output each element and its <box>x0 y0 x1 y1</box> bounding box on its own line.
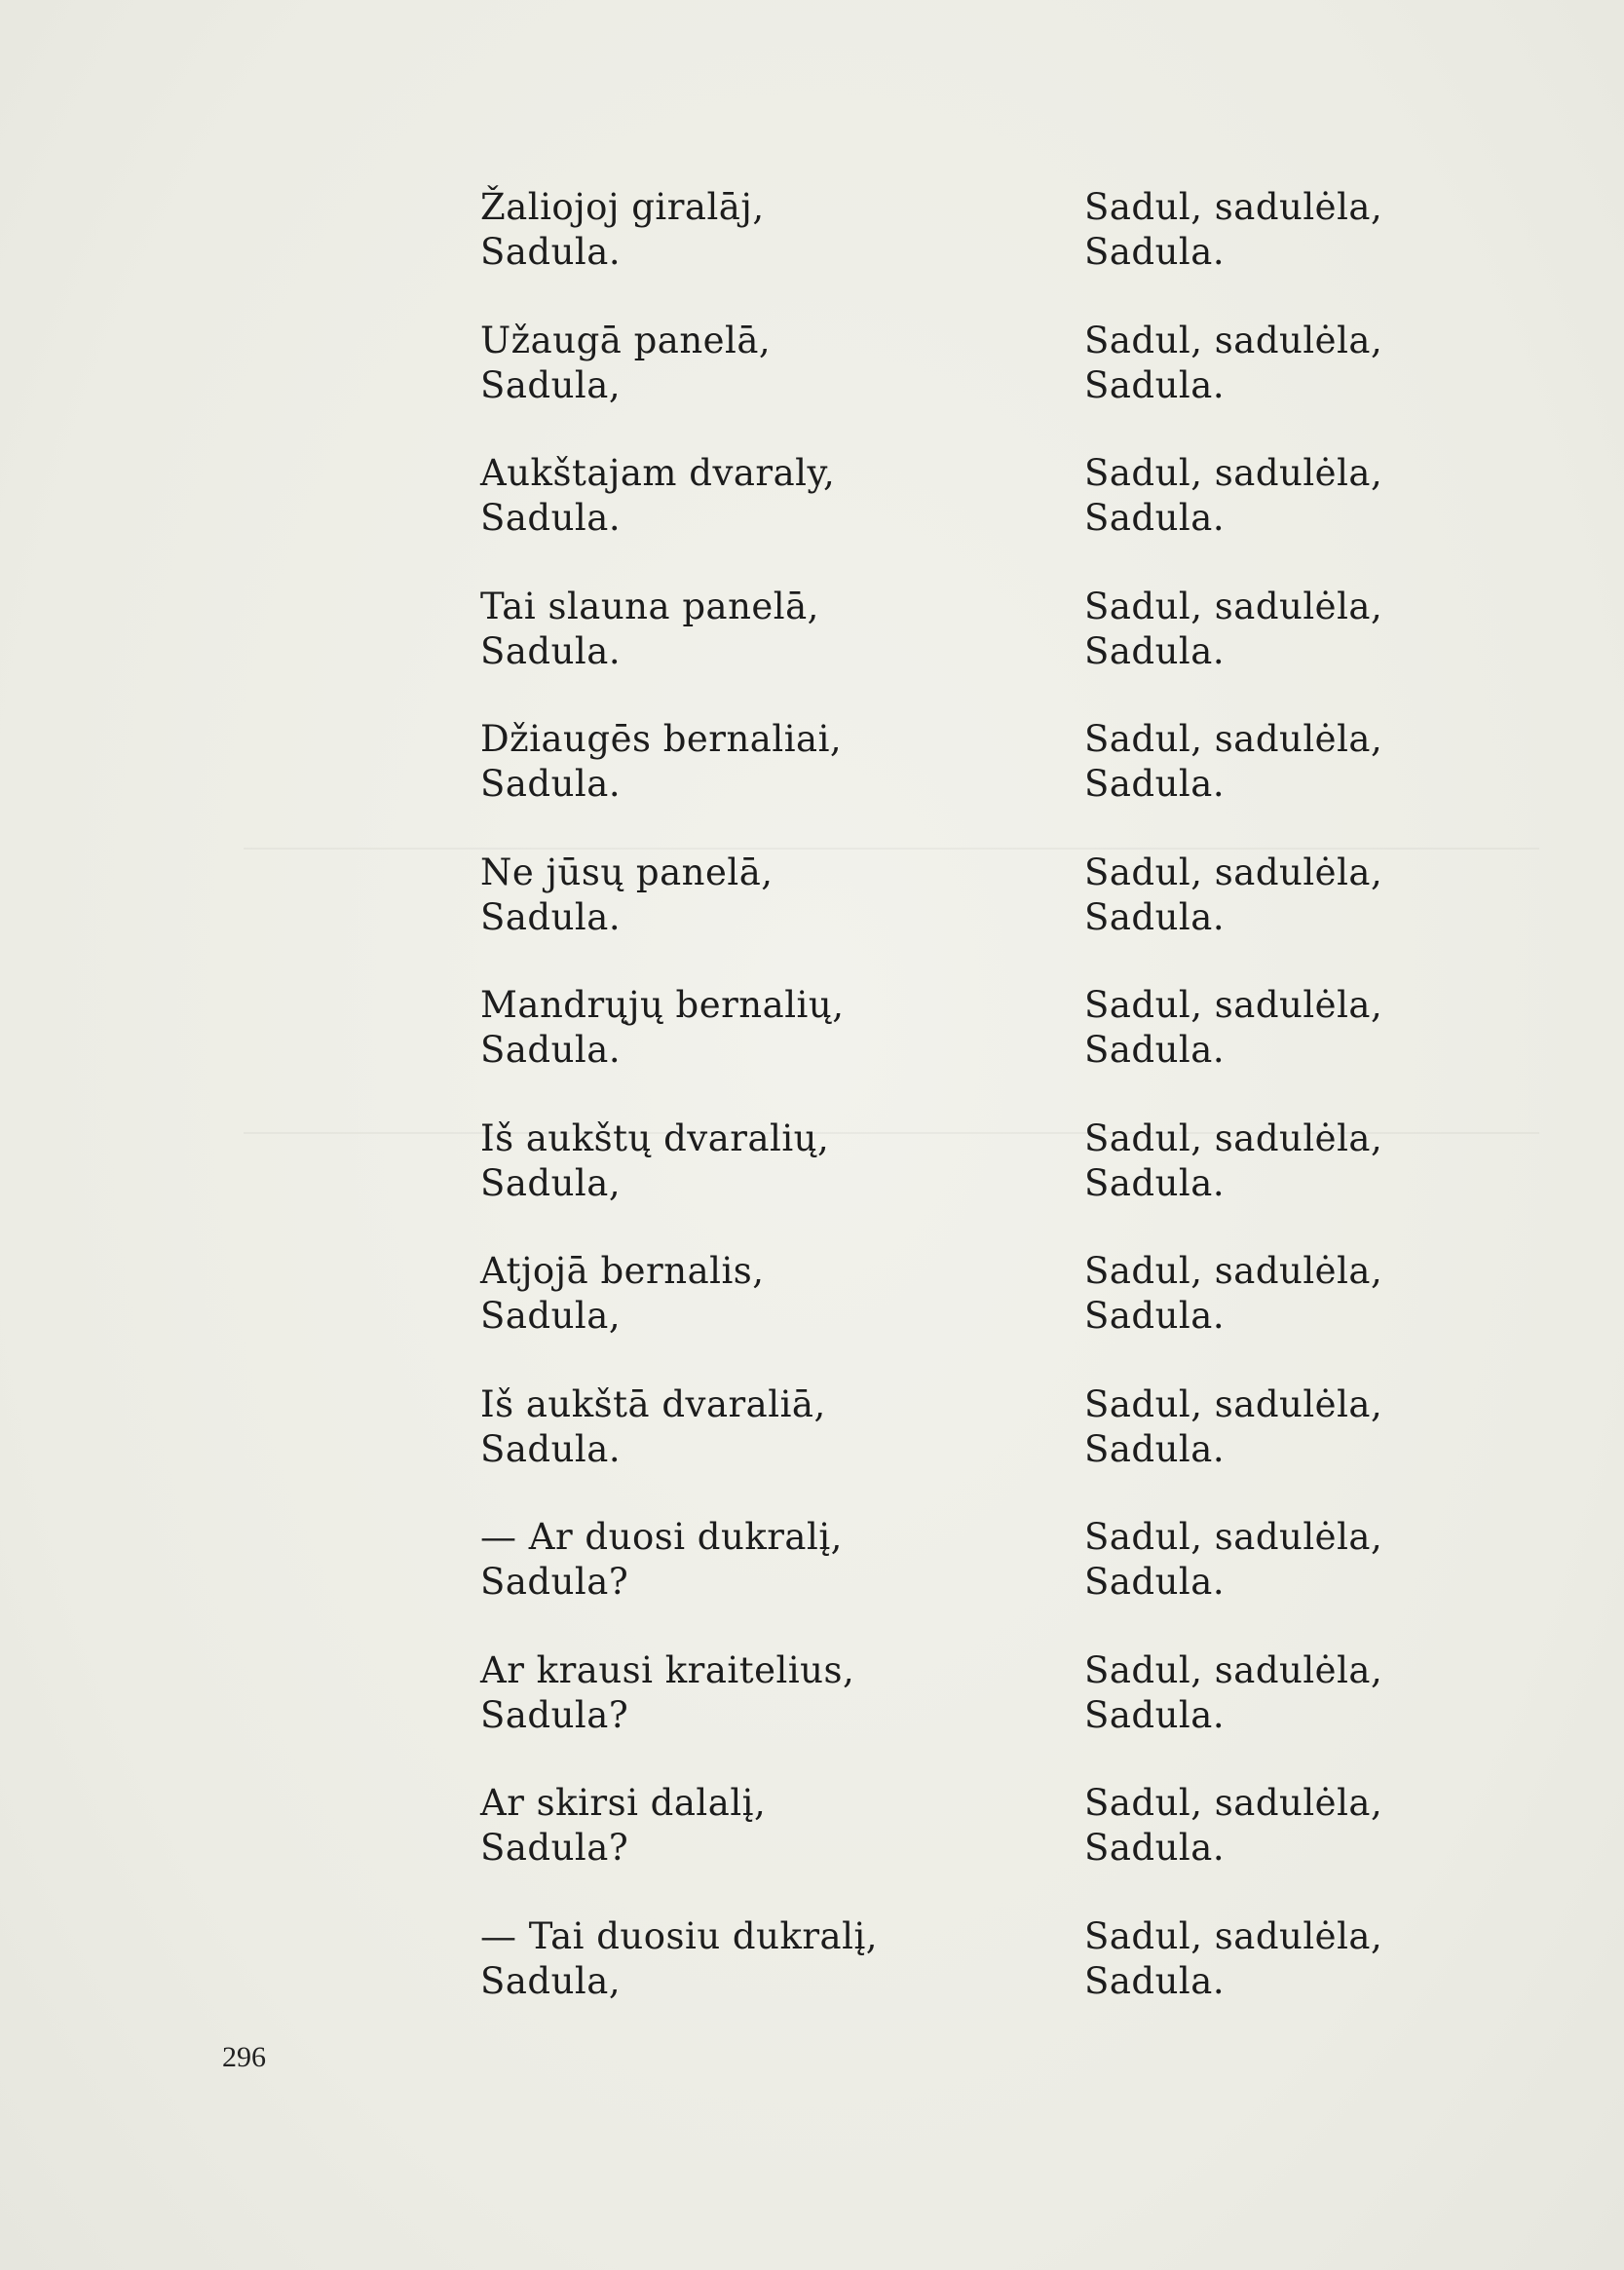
left-stanza <box>480 1914 987 2048</box>
left-stanza-verse-line: Iš aukštų dvaralių, <box>480 1116 830 1159</box>
right-stanza-verse-line: Sadul, sadulėla, <box>1084 319 1383 361</box>
right-stanza-refrain-line: Sadula. <box>1084 1295 1226 1337</box>
left-stanza <box>480 319 987 452</box>
left-stanza <box>480 185 987 319</box>
left-stanza <box>480 1648 987 1782</box>
left-stanza <box>480 1116 987 1250</box>
left-stanza <box>480 1781 987 1914</box>
right-stanza <box>1084 1515 1474 1648</box>
left-stanza-verse-line: Mandrųjų bernalių, <box>480 984 845 1026</box>
right-stanza-verse-line: Sadul, sadulėla, <box>1084 1382 1383 1425</box>
left-stanza <box>480 717 987 851</box>
left-stanza-refrain-line: Sadula? <box>480 1561 629 1603</box>
page-number: 296 <box>222 2041 266 2073</box>
right-stanza-verse-line: Sadul, sadulėla, <box>1084 984 1383 1026</box>
left-stanza-verse-line: Iš aukštā dvaraliā, <box>480 1382 826 1425</box>
right-stanza <box>1084 983 1474 1116</box>
left-stanza-verse-line: Aukštajam dvaraly, <box>480 452 836 494</box>
left-stanza-refrain-line: Sadula. <box>480 1427 622 1470</box>
right-stanza <box>1084 185 1474 319</box>
right-stanza-verse-line: Sadul, sadulėla, <box>1084 851 1383 893</box>
left-stanza <box>480 983 987 1116</box>
right-stanza <box>1084 1781 1474 1914</box>
left-stanza-refrain-line: Sadula. <box>480 497 622 539</box>
right-stanza-verse-line: Sadul, sadulėla, <box>1084 1648 1383 1691</box>
left-stanza-verse-line: Ar skirsi dalalį, <box>480 1782 767 1824</box>
right-stanza-refrain-line: Sadula. <box>1084 1827 1226 1869</box>
left-stanza-refrain-line: Sadula? <box>480 1827 629 1869</box>
right-stanza <box>1084 1116 1474 1250</box>
right-stanza <box>1084 319 1474 452</box>
left-stanza-verse-line: — Ar duosi dukralį, <box>480 1516 843 1558</box>
right-stanza <box>1084 851 1474 984</box>
right-stanza-verse-line: Sadul, sadulėla, <box>1084 452 1383 494</box>
left-stanza-verse-line: Ne jūsų panelā, <box>480 851 774 893</box>
right-stanza-refrain-line: Sadula. <box>1084 895 1226 938</box>
right-stanza-refrain-line: Sadula. <box>1084 1161 1226 1204</box>
left-stanza-verse-line: — Tai duosiu dukralį, <box>480 1914 879 1957</box>
right-stanza-refrain-line: Sadula. <box>1084 629 1226 672</box>
right-stanza-refrain-line: Sadula. <box>1084 1561 1226 1603</box>
left-stanza <box>480 585 987 718</box>
right-stanza <box>1084 1914 1474 2048</box>
left-stanza-verse-line: Ar krausi kraitelius, <box>480 1648 855 1691</box>
right-stanza <box>1084 1648 1474 1782</box>
right-stanza-refrain-line: Sadula. <box>1084 1029 1226 1071</box>
left-stanza-refrain-line: Sadula, <box>480 1161 622 1204</box>
right-stanza-refrain-line: Sadula. <box>1084 497 1226 539</box>
right-stanza <box>1084 585 1474 718</box>
left-stanza-refrain-line: Sadula. <box>480 895 622 938</box>
right-stanza-verse-line: Sadul, sadulėla, <box>1084 1782 1383 1824</box>
left-stanza-verse-line: Džiaugēs bernaliai, <box>480 718 843 760</box>
right-refrain-column <box>1084 185 1474 2047</box>
right-stanza <box>1084 717 1474 851</box>
left-stanza <box>480 1382 987 1516</box>
right-stanza-refrain-line: Sadula. <box>1084 763 1226 805</box>
right-stanza <box>1084 451 1474 585</box>
left-stanza-verse-line: Atjojā bernalis, <box>480 1250 765 1292</box>
left-stanza-refrain-line: Sadula. <box>480 1029 622 1071</box>
right-stanza-verse-line: Sadul, sadulėla, <box>1084 1914 1383 1957</box>
right-stanza-verse-line: Sadul, sadulėla, <box>1084 718 1383 760</box>
left-stanza-refrain-line: Sadula, <box>480 1295 622 1337</box>
left-stanza-verse-line: Tai slauna panelā, <box>480 585 819 627</box>
right-stanza <box>1084 1382 1474 1516</box>
right-stanza-verse-line: Sadul, sadulėla, <box>1084 186 1383 228</box>
left-stanza-verse-line: Užaugā panelā, <box>480 319 772 361</box>
left-stanza <box>480 451 987 585</box>
right-stanza-refrain-line: Sadula. <box>1084 1427 1226 1470</box>
right-stanza-verse-line: Sadul, sadulėla, <box>1084 1116 1383 1159</box>
right-stanza-refrain-line: Sadula. <box>1084 363 1226 406</box>
left-stanza-refrain-line: Sadula, <box>480 363 622 406</box>
left-stanza-refrain-line: Sadula. <box>480 231 622 273</box>
left-verse-column <box>480 185 987 2047</box>
right-stanza-refrain-line: Sadula. <box>1084 1693 1226 1736</box>
left-stanza-refrain-line: Sadula. <box>480 763 622 805</box>
left-stanza <box>480 1249 987 1382</box>
right-stanza-verse-line: Sadul, sadulėla, <box>1084 585 1383 627</box>
left-stanza <box>480 1515 987 1648</box>
left-stanza-verse-line: Žaliojoj giralāj, <box>480 186 765 228</box>
left-stanza-refrain-line: Sadula. <box>480 629 622 672</box>
right-stanza-verse-line: Sadul, sadulėla, <box>1084 1250 1383 1292</box>
right-stanza-refrain-line: Sadula. <box>1084 231 1226 273</box>
left-stanza-refrain-line: Sadula? <box>480 1693 629 1736</box>
right-stanza-refrain-line: Sadula. <box>1084 1959 1226 2002</box>
left-stanza <box>480 851 987 984</box>
right-stanza-verse-line: Sadul, sadulėla, <box>1084 1516 1383 1558</box>
right-stanza <box>1084 1249 1474 1382</box>
left-stanza-refrain-line: Sadula, <box>480 1959 622 2002</box>
